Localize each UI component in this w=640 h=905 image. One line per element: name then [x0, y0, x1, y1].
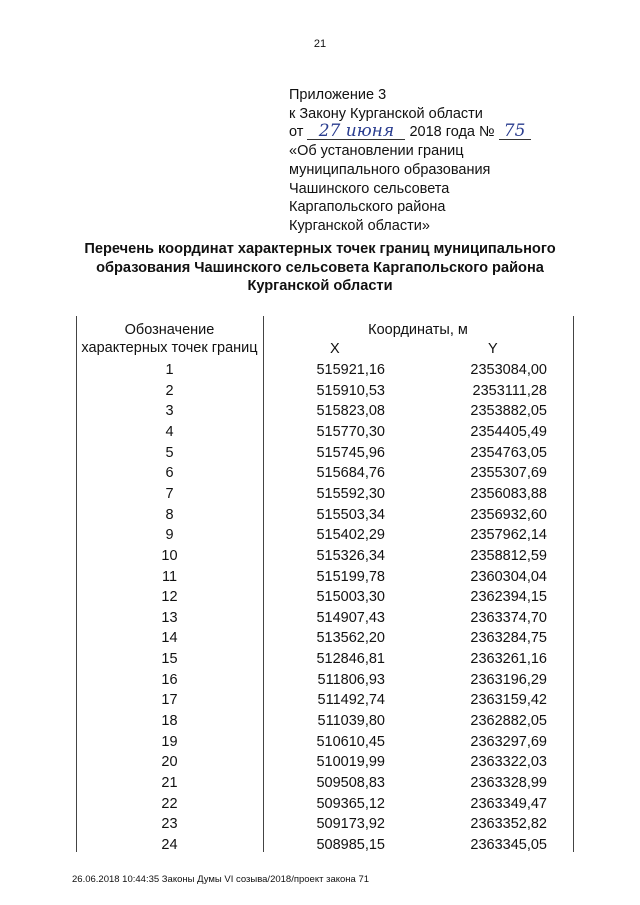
x-coordinate-cell: 514907,43	[316, 609, 385, 626]
y-coordinate-cell: 2362882,05	[470, 713, 547, 730]
table-row	[76, 609, 574, 627]
appendix-line: Каргапольского района	[289, 199, 446, 216]
point-number-cell: 3	[165, 403, 174, 420]
y-coordinate-cell: 2363284,75	[470, 630, 547, 647]
appendix-from: от	[289, 124, 304, 141]
point-number-cell: 10	[161, 547, 178, 564]
table-row	[76, 815, 574, 833]
point-number-cell: 13	[161, 609, 178, 626]
table-row	[76, 795, 574, 813]
point-number-cell: 15	[161, 651, 178, 668]
x-coordinate-cell: 509173,92	[316, 816, 385, 833]
y-coordinate-cell: 2363297,69	[470, 733, 547, 750]
table-row	[76, 712, 574, 730]
title-line: Перечень координат характерных точек границ муниципального	[84, 241, 556, 257]
y-coordinate-cell: 2360304,04	[470, 568, 547, 585]
x-coordinate-cell: 509365,12	[316, 795, 385, 812]
y-coordinate-cell: 2363345,05	[470, 836, 547, 853]
x-coordinate-cell: 510019,99	[316, 754, 385, 771]
table-row	[76, 526, 574, 544]
point-number-cell: 2	[165, 382, 174, 399]
x-coordinate-cell: 515745,96	[316, 444, 385, 461]
x-coordinate-cell: 511492,74	[317, 692, 385, 709]
y-coordinate-cell: 2363159,42	[470, 692, 547, 709]
x-coordinate-cell: 515003,30	[316, 589, 385, 606]
point-number-cell: 9	[165, 527, 174, 544]
title-line: образования Чашинского сельсовета Каргапольского района	[96, 259, 544, 276]
x-coordinate-cell: 515910,53	[316, 382, 385, 399]
table-row	[76, 836, 574, 854]
table-row	[76, 588, 574, 606]
y-coordinate-cell: 2353111,28	[472, 382, 547, 399]
y-coordinate-cell: 2362394,15	[470, 589, 547, 606]
point-number-cell: 17	[161, 692, 178, 709]
y-coordinate-cell: 2363352,82	[470, 816, 547, 833]
header-point-line: характерных точек границ	[81, 340, 258, 356]
appendix-line: «Об установлении границ	[289, 143, 464, 160]
y-coordinate-cell: 2355307,69	[470, 465, 547, 482]
table-row	[76, 568, 574, 586]
point-number-cell: 18	[161, 713, 178, 730]
table-row	[76, 547, 574, 565]
y-coordinate-cell: 2357962,14	[470, 527, 547, 544]
point-number-cell: 16	[161, 671, 178, 688]
x-coordinate-cell: 515326,34	[316, 547, 385, 564]
table-row	[76, 671, 574, 689]
x-coordinate-cell: 515402,29	[316, 527, 385, 544]
table-row	[76, 753, 574, 771]
y-coordinate-cell: 2363328,99	[470, 775, 547, 791]
header-x: X	[330, 341, 340, 357]
table-row	[76, 464, 574, 482]
header-point-label	[76, 321, 263, 357]
x-coordinate-cell: 515503,34	[316, 506, 385, 523]
x-coordinate-cell: 512846,81	[316, 651, 385, 668]
x-coordinate-cell: 515823,08	[316, 403, 385, 420]
appendix-line: Курганской области»	[289, 217, 430, 234]
point-number-cell: 8	[165, 506, 174, 523]
table-row	[76, 629, 574, 647]
table-row	[76, 506, 574, 524]
header-y: Y	[488, 341, 498, 357]
x-coordinate-cell: 515684,76	[316, 465, 385, 482]
x-coordinate-cell: 511806,93	[317, 671, 385, 688]
table-row	[76, 444, 574, 462]
y-coordinate-cell: 2363322,03	[470, 754, 547, 771]
point-number-cell: 22	[161, 795, 178, 812]
x-coordinate-cell: 515199,78	[316, 568, 385, 585]
x-coordinate-cell: 511039,80	[317, 713, 385, 730]
y-coordinate-cell: 2363374,70	[470, 609, 547, 626]
point-number-cell: 23	[161, 816, 178, 833]
point-number-cell: 4	[165, 423, 174, 440]
point-number-cell: 5	[165, 444, 174, 461]
point-number-cell: 7	[165, 485, 174, 502]
point-number-cell: 14	[161, 630, 178, 647]
point-number-cell: 11	[161, 568, 178, 585]
table-row	[76, 382, 574, 400]
x-coordinate-cell: 508985,15	[316, 836, 385, 853]
point-number-cell: 1	[165, 362, 174, 378]
y-coordinate-cell: 2354405,49	[470, 423, 547, 440]
page-number: 21	[313, 38, 327, 50]
y-coordinate-cell: 2363349,47	[470, 795, 547, 812]
table-row	[76, 733, 574, 751]
table-row	[76, 402, 574, 420]
point-number-cell: 6	[165, 465, 174, 482]
y-coordinate-cell: 2356083,88	[470, 485, 547, 502]
footer-path: 26.06.2018 10:44:35 Законы Думы VI созыва/2018/проект закона 71	[72, 874, 370, 885]
point-number-cell: 20	[161, 754, 178, 771]
x-coordinate-cell: 510610,45	[316, 733, 385, 750]
y-coordinate-cell: 2353084,00	[470, 362, 547, 378]
x-coordinate-cell: 515770,30	[316, 423, 385, 440]
y-coordinate-cell: 2354763,05	[470, 444, 547, 461]
document-title	[60, 240, 580, 296]
y-coordinate-cell: 2358812,59	[470, 547, 547, 564]
y-coordinate-cell: 2353882,05	[470, 403, 547, 420]
point-number-cell: 24	[161, 836, 178, 853]
title-line: Курганской области	[247, 278, 393, 294]
handwritten-date: 27 июня	[307, 123, 405, 140]
point-number-cell: 21	[161, 775, 178, 791]
table-row	[76, 650, 574, 668]
x-coordinate-cell: 515592,30	[316, 485, 385, 502]
x-coordinate-cell: 513562,20	[316, 630, 385, 647]
header-point-line: Обозначение	[124, 322, 215, 338]
appendix-block	[289, 86, 531, 236]
x-coordinate-cell: 509508,83	[316, 775, 385, 791]
point-number-cell: 12	[161, 589, 178, 606]
table-row	[76, 361, 574, 379]
handwritten-number: 75	[499, 123, 531, 140]
appendix-line: к Закону Курганской области	[289, 105, 483, 122]
appendix-date-line	[289, 123, 531, 142]
x-coordinate-cell: 515921,16	[316, 362, 385, 378]
y-coordinate-cell: 2363196,29	[470, 671, 547, 688]
appendix-year: 2018 года №	[409, 124, 495, 141]
y-coordinate-cell: 2356932,60	[470, 506, 547, 523]
appendix-line: Приложение 3	[289, 87, 387, 103]
y-coordinate-cell: 2363261,16	[470, 651, 547, 668]
table-row	[76, 691, 574, 709]
header-coordinates: Координаты, м	[368, 322, 468, 338]
table-row	[76, 485, 574, 503]
point-number-cell: 19	[161, 733, 178, 750]
appendix-line: Чашинского сельсовета	[289, 180, 450, 197]
appendix-line: муниципального образования	[289, 161, 491, 178]
table-row	[76, 423, 574, 441]
table-row	[76, 774, 574, 792]
